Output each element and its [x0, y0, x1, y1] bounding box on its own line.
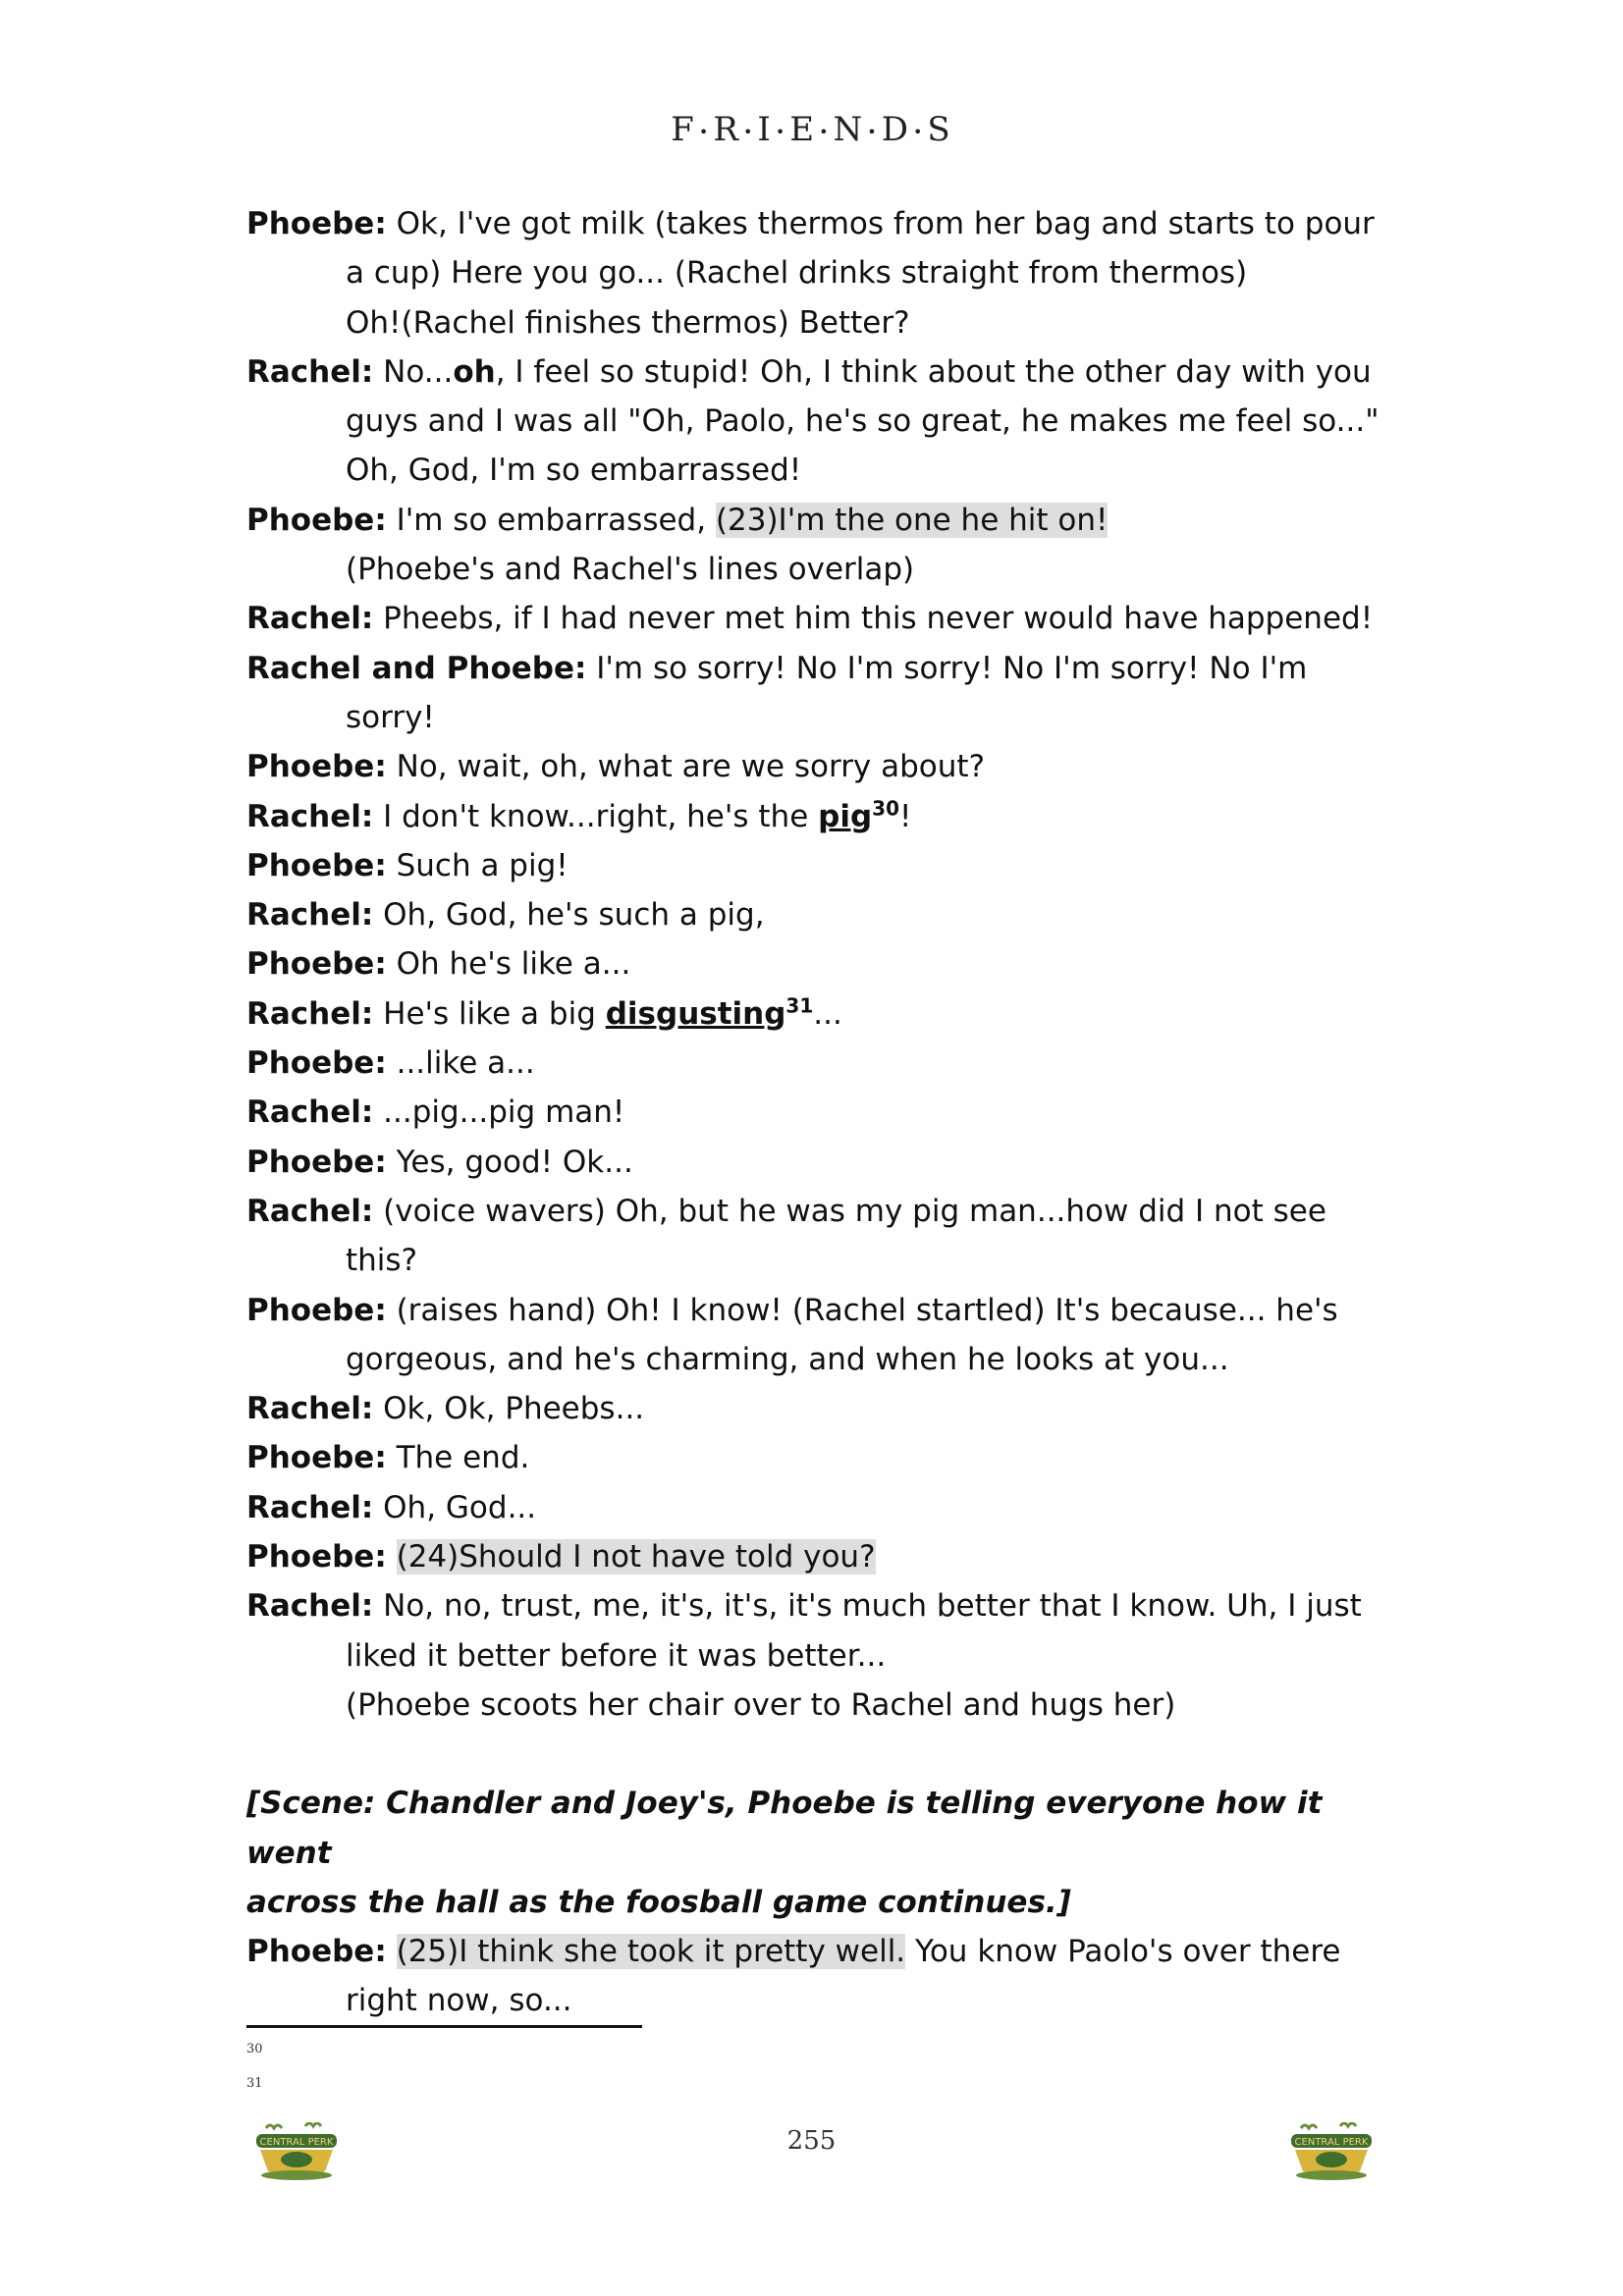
speaker-name: Rachel: — [246, 897, 374, 934]
speaker-name: Rachel: — [246, 1095, 374, 1131]
dialogue-line — [246, 841, 1395, 890]
footnote-30: 30 — [246, 2042, 263, 2056]
speaker-name: Rachel: — [246, 798, 374, 834]
footnote-marker: 31 — [785, 993, 814, 1018]
speaker-name: Phoebe: — [246, 847, 387, 883]
dialogue-text: Ok, Ok, Pheebs... — [373, 1391, 645, 1427]
dialogue-line — [246, 1927, 1395, 1976]
dialogue-continuation: liked it better before it was better... — [346, 1637, 887, 1674]
dialogue-line — [246, 1187, 1395, 1286]
dialogue-text — [387, 1934, 397, 1969]
dialogue-text: Such a pig! — [386, 847, 568, 883]
dialogue-continuation: gorgeous, and he's charming, and when he looks at you... — [346, 1341, 1229, 1377]
dialogue-text — [387, 1539, 397, 1575]
dialogue-text: ...like a... — [386, 1045, 535, 1082]
speaker-name: Phoebe: — [246, 749, 387, 785]
scene-heading: [Scene: Chandler and Joey's, Phoebe is telling everyone how it went — [246, 1786, 1323, 1871]
dialogue-continuation: (Phoebe's and Rachel's lines overlap) — [346, 552, 915, 588]
dialogue-text: Oh he's like a... — [386, 946, 631, 983]
dialogue-line — [246, 1483, 1395, 1532]
speaker-name: Phoebe: — [246, 206, 387, 241]
speaker-name: Rachel: — [246, 995, 374, 1032]
speaker-name: Phoebe: — [246, 1539, 387, 1575]
header-dot: • — [775, 122, 787, 141]
header-dot: • — [698, 122, 711, 141]
dialogue-text: ...pig...pig man! — [373, 1095, 625, 1131]
header-letter: E — [789, 110, 817, 149]
dialogue-text: Pheebs, if I had never met him this never would have happened! — [373, 601, 1374, 637]
dialogue-line — [246, 496, 1395, 545]
dialogue-text: He's like a big — [373, 995, 606, 1032]
speaker-name: Phoebe: — [246, 1144, 387, 1180]
dialogue-text: (voice wavers) Oh, but he was my pig man...how did I not see this? — [346, 1193, 1326, 1279]
dialogue-text: , I feel so stupid! Oh, I think about the other day with you — [495, 353, 1372, 390]
dialogue-text: No... — [373, 353, 454, 390]
dialogue-continuation: sorry! — [346, 699, 435, 735]
dialogue-text: I don't know...right, he's the — [373, 798, 819, 834]
dialogue-text: I'm so sorry! No I'm sorry! No I'm sorry! No I'm — [586, 650, 1308, 686]
dialogue-text: ! — [899, 798, 912, 834]
header-letter: S — [927, 110, 952, 149]
highlighted-text: (23)I'm the one he hit on! — [715, 502, 1109, 538]
header-letter: N — [833, 110, 865, 149]
dialogue-continuation: Oh, God, I'm so embarrassed! — [346, 453, 802, 489]
script-body — [246, 199, 1395, 2026]
dialogue-text: (raises hand) Oh! I know! (Rachel startled) It's because... he's — [386, 1292, 1338, 1328]
dialogue-line — [246, 1433, 1395, 1482]
emphasis-text: oh — [453, 353, 496, 390]
speaker-name: Phoebe: — [246, 1934, 387, 1970]
highlighted-text: (24)Should I not have told you? — [396, 1539, 876, 1575]
highlighted-text: (25)I think she took it pretty well. — [396, 1934, 906, 1970]
dialogue-continuation: guys and I was all "Oh, Paolo, he's so great, he makes me feel so..." — [346, 403, 1380, 440]
speaker-name: Rachel: — [246, 1193, 374, 1229]
dialogue-text: The end. — [386, 1440, 530, 1476]
svg-text:CENTRAL PERK: CENTRAL PERK — [259, 2137, 334, 2148]
footnote-marker: 30 — [872, 796, 899, 821]
dialogue-text: Yes, good! Ok... — [386, 1144, 633, 1180]
footnote-31: 31 — [246, 2076, 263, 2091]
dialogue-text: No, wait, oh, what are we sorry about? — [386, 749, 986, 785]
header-dot: • — [867, 122, 879, 141]
dialogue-line — [246, 1581, 1395, 1630]
speaker-name: Rachel: — [246, 1391, 374, 1427]
dialogue-text: No, no, trust, me, it's, it's, it's much better that I know. Uh, I just — [373, 1588, 1362, 1625]
dialogue-line — [246, 1532, 1395, 1581]
svg-text:CENTRAL PERK: CENTRAL PERK — [1294, 2137, 1369, 2148]
dialogue-continuation: a cup) Here you go... (Rachel drinks straight from thermos) — [346, 255, 1248, 292]
page-number: 255 — [786, 2126, 837, 2156]
speaker-name: Rachel: — [246, 1588, 374, 1625]
dialogue-continuation: Oh!(Rachel finishes thermos) Better? — [346, 304, 910, 341]
dialogue-text: You know Paolo's over there — [905, 1934, 1341, 1970]
speaker-name: Phoebe: — [246, 1045, 387, 1082]
speaker-name: Rachel: — [246, 1489, 374, 1525]
scene-heading: across the hall as the foosball game continues.] — [246, 1884, 1071, 1920]
speaker-name: Rachel: — [246, 601, 374, 637]
speaker-name: Rachel and Phoebe: — [246, 650, 587, 686]
dialogue-line — [246, 347, 1395, 397]
speaker-name: Rachel: — [246, 353, 374, 390]
dialogue-line — [246, 792, 1395, 841]
dialogue-line — [246, 594, 1395, 643]
dialogue-text: I'm so embarrassed, — [386, 502, 716, 538]
dialogue-text: Ok, I've got milk (takes thermos from her bag and starts to pour — [386, 206, 1375, 241]
dialogue-line — [246, 1039, 1395, 1088]
header-letter: F — [671, 110, 696, 149]
header-letter: D — [881, 110, 910, 149]
dialogue-line — [246, 989, 1395, 1039]
dialogue-line — [246, 1138, 1395, 1187]
friends-logo-header — [0, 110, 1623, 149]
header-letter: R — [713, 110, 740, 149]
dialogue-line — [246, 890, 1395, 939]
speaker-name: Phoebe: — [246, 946, 387, 983]
dialogue-text: ... — [813, 995, 842, 1032]
dialogue-line — [246, 1088, 1395, 1137]
footnote-reference: pig — [818, 798, 873, 834]
blank-line — [246, 1730, 1395, 1779]
footnote-reference: disgusting — [605, 995, 786, 1032]
dialogue-line — [246, 742, 1395, 791]
dialogue-text: Oh, God... — [373, 1489, 537, 1525]
speaker-name: Phoebe: — [246, 502, 387, 538]
dialogue-continuation: right now, so... — [346, 1983, 572, 2019]
dialogue-line — [246, 1286, 1395, 1335]
header-dot: • — [819, 122, 831, 141]
dialogue-line — [246, 199, 1395, 248]
speaker-name: Phoebe: — [246, 1292, 387, 1328]
dialogue-line — [246, 644, 1395, 693]
header-dot: • — [912, 122, 925, 141]
header-letter: I — [757, 110, 773, 149]
footnote-separator — [246, 2025, 642, 2028]
header-dot: • — [742, 122, 755, 141]
speaker-name: Phoebe: — [246, 1440, 387, 1476]
dialogue-line — [246, 1384, 1395, 1433]
dialogue-line — [246, 939, 1395, 988]
dialogue-continuation: (Phoebe scoots her chair over to Rachel and hugs her) — [346, 1686, 1176, 1723]
dialogue-text: Oh, God, he's such a pig, — [373, 897, 765, 934]
